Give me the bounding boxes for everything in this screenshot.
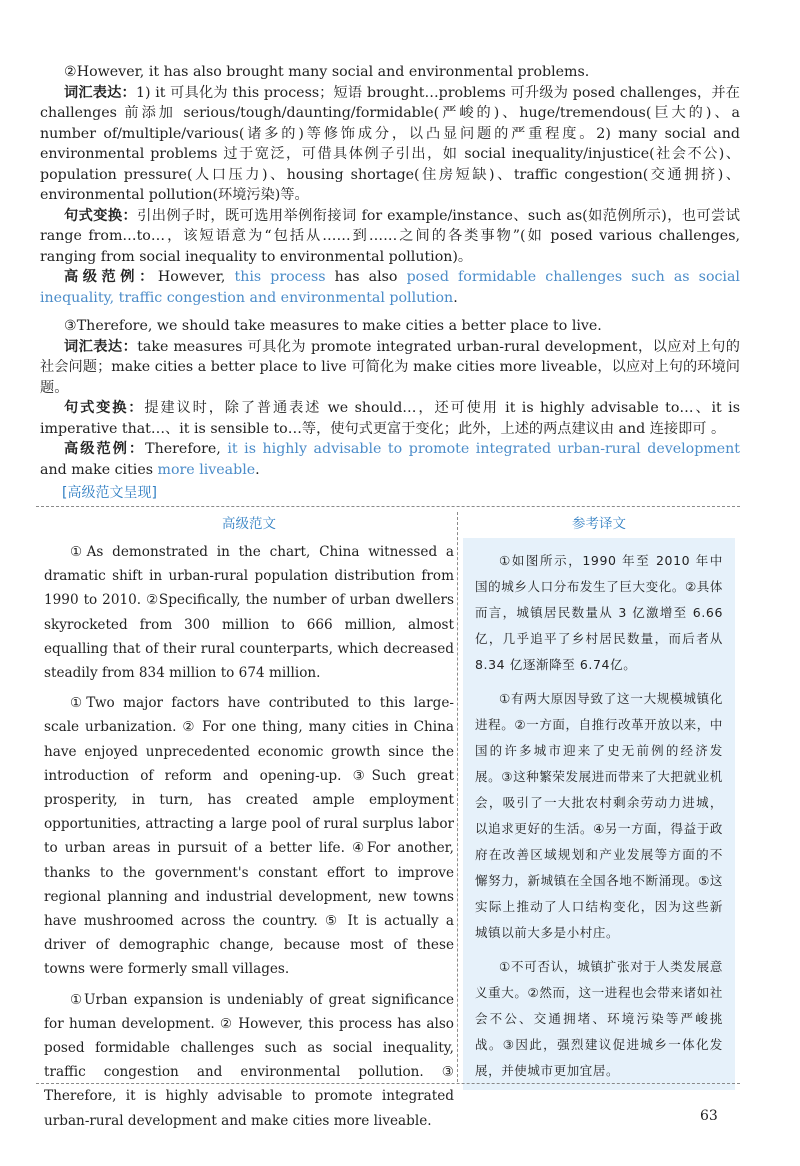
section-tag: [高级范文呈现] (62, 485, 157, 501)
model-example-2: 高级范例：However, this process has also posed formidable challenges such as social inequality, traffic congestion and environmental pollution. (40, 269, 740, 306)
vocab-label: 词汇表达： (64, 338, 138, 355)
explanation-section (40, 62, 740, 504)
reference-translation (463, 512, 735, 1090)
essay-paragraph-1: ①As demonstrated in the chart, China witnessed a dramatic shift in urban-rural population distribution from 1990 to 2010. ②Specifically, the number of urban dwellers skyrocketed from 300 million to 666 million, almost equalling that of their rural counterparts, which decreased steadily from 834 million to 674 million. (44, 544, 454, 682)
model-label: 高级范例： (64, 441, 146, 457)
essay-title: 高级范文 (222, 516, 276, 532)
column-divider (457, 512, 458, 1082)
page-number: 63 (700, 1108, 718, 1124)
bottom-dashed-rule (36, 1083, 740, 1084)
syntax-label: 句式变换： (64, 207, 138, 224)
syntax-note-2: 句式变换：引出例子时，既可选用举例衔接词 for example/instance、such as(如范例所示)，也可尝试 range from…to…，该短语意为“包括从……到……之间的各类事物”(如 posed various challenges, ranging from social inequality to environmental pollution)。 (40, 207, 740, 265)
essay-paragraph-3: ①Urban expansion is undeniably of great significance for human development. ② However, this process has also posed formidable challenges such as social inequality, traffic congestion and environmental pollution. ③ Therefore, it is highly advisable to promote integrated urban-rural development and make cities more liveable. (44, 991, 454, 1129)
sentence-3: ③Therefore, we should take measures to make cities a better place to live. (64, 318, 602, 334)
translation-paragraph-1: ①如图所示，1990 年至 2010 年中国的城乡人口分布发生了巨大变化。②具体而言，城镇居民数量从 3 亿激增至 6.66 亿，几乎追平了乡村居民数量，而后者从 8.34 亿逐渐降至 6.74亿。 (475, 553, 723, 672)
translation-panel (463, 538, 735, 1090)
sentence-2: ②However, it has also brought many social and environmental problems. (64, 64, 590, 80)
vocab-label: 词汇表达： (64, 84, 136, 101)
model-essay (44, 512, 454, 1139)
translation-paragraph-3: ①不可否认，城镇扩张对于人类发展意义重大。②然而，这一进程也会带来诸如社会不公、交通拥堵、环境污染等严峻挑战。③因此，强烈建议促进城乡一体化发展，并使城市更加宜居。 (475, 959, 723, 1078)
vocab-note-3: 词汇表达：take measures 可具化为 promote integrated urban-rural development，以应对上句的社会问题；make cities a better place to live 可简化为 make cities more liveable，以应对上句的环境问题。 (40, 338, 740, 396)
vocab-note-2: 词汇表达：1) it 可具化为 this process；短语 brought…problems 可升级为 posed challenges，并在 challenges 前添加 serious/tough/daunting/formidable(严峻的)、huge/tremendous(巨大的)、a number of/multiple/various(诸多的)等修饰成分，以凸显问题的严重程度。2) many social and environmental problems 过于宽泛，可借具体例子引出，如 social inequality/injustice(社会不公)、population pressure(人口压力)、housing shortage(住房短缺)、traffic congestion(交通拥挤)、environmental pollution(环境污染)等。 (40, 84, 740, 203)
model-example-3: 高级范例：Therefore, it is highly advisable to promote integrated urban-rural development and make cities more liveable. (40, 441, 740, 478)
translation-title: 参考译文 (572, 516, 626, 532)
top-dashed-rule (36, 506, 740, 507)
essay-paragraph-2: ①Two major factors have contributed to this large-scale urbanization. ② For one thing, many cities in China have enjoyed unprecedented economic growth since the introduction of reform and opening-up. ③Such great prosperity, in turn, has created ample employment opportunities, attracting a large pool of rural surplus labor to urban areas in pursuit of a better life. ④For another, thanks to the government's constant effort to improve regional planning and industrial development, new towns have mushroomed across the country. ⑤ It is actually a driver of demographic change, because most of these towns were formerly small villages. (44, 695, 454, 978)
syntax-note-3: 句式变换：提建议时，除了普通表述 we should…，还可使用 it is highly advisable to…、it is imperative that…、it is sensible to…等，使句式更富于变化；此外，上述的两点建议由 and 连接即可 。 (40, 400, 740, 437)
translation-paragraph-2: ①有两大原因导致了这一大规模城镇化进程。②一方面，自推行改革开放以来，中国的许多城市迎来了史无前例的经济发展。③这种繁荣发展进而带来了大把就业机会，吸引了一大批农村剩余劳动力进城，以追求更好的生活。④另一方面，得益于政府在改善区域规划和产业发展等方面的不懈努力，新城镇在全国各地不断涌现。⑤这实际上推动了人口结构变化，因为这些新城镇以前大多是小村庄。 (475, 691, 723, 940)
syntax-label: 句式变换： (64, 400, 145, 416)
model-label: 高级范例： (64, 269, 158, 285)
